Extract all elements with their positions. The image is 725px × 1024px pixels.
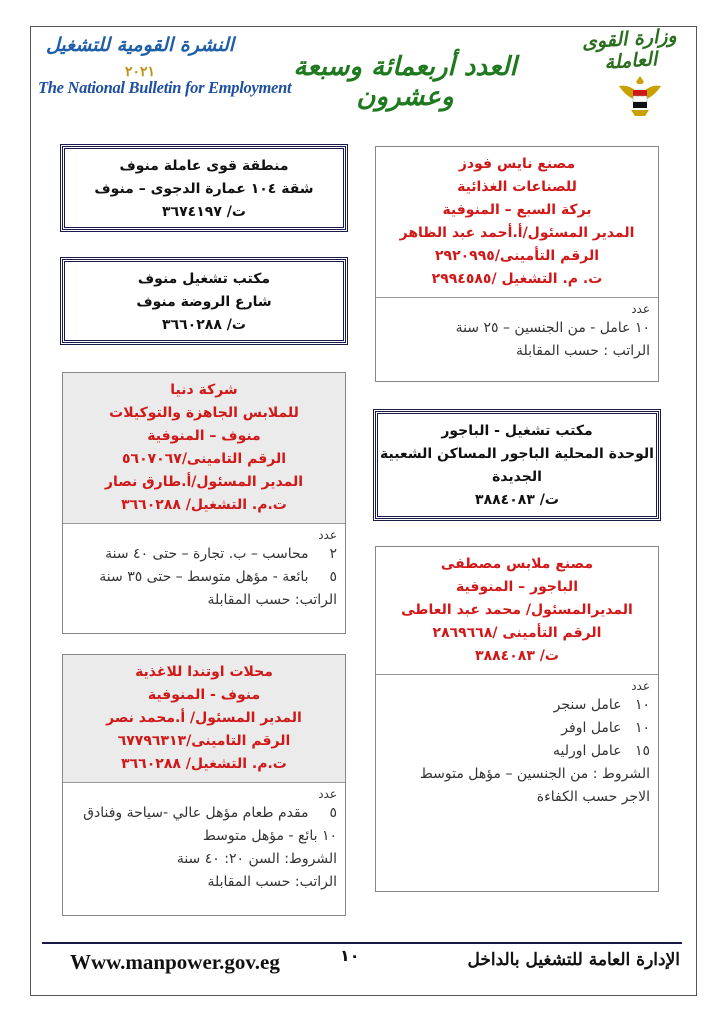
office-address: شقة ١٠٤ عمارة الدجوى – منوف bbox=[94, 181, 314, 197]
jobs-count-label: عدد bbox=[318, 787, 337, 801]
job-count: ١٥ bbox=[634, 743, 650, 759]
job-item bbox=[71, 802, 337, 825]
office-address-cont: الجديدة bbox=[492, 469, 542, 485]
company-box-donia bbox=[62, 372, 346, 634]
job-title: عامل اورليه bbox=[552, 743, 622, 759]
job-conditions: الشروط: السن ٢٠: ٤٠ سنة bbox=[176, 851, 337, 867]
company-manager: المدير المسئول/أ.أحمد عبد الظاهر bbox=[399, 225, 635, 241]
job-item: ١٠ عامل - من الجنسين – ٢٥ سنة bbox=[455, 320, 650, 336]
office-phone: ت/ ٣٦٦٠٢٨٨ bbox=[162, 317, 246, 333]
job-title: عامل سنجر bbox=[553, 697, 622, 713]
office-box-manouf-region bbox=[62, 146, 346, 230]
company-phone: ت/ ٣٨٨٤٠٨٣ bbox=[475, 648, 559, 664]
job-count: ١٠ bbox=[634, 720, 650, 736]
company-location: الباجور – المنوفية bbox=[455, 579, 578, 595]
company-box-nice-foods bbox=[375, 146, 659, 382]
company-insurance-number: الرقم التامينى/٥٦٠٧٠٦٧ bbox=[121, 451, 286, 467]
jobs-count-label: عدد bbox=[631, 302, 650, 316]
ministry-title: وزارة القوى العاملة bbox=[581, 24, 678, 74]
company-insurance-number: الرقم التأمينى /٢٨٦٩٦٦٨ bbox=[432, 625, 602, 641]
company-name: محلات اوتندا للاغذية bbox=[135, 664, 273, 680]
company-location: بركة السبع – المنوفية bbox=[442, 202, 592, 218]
bulletin-title-english: The National Bulletin for Employment bbox=[38, 78, 292, 97]
company-location: منوف - المنوفية bbox=[147, 687, 261, 703]
office-box-manouf-employment bbox=[62, 259, 346, 343]
company-name: مصنع نايس فودز bbox=[458, 156, 576, 172]
salary-note: الراتب: حسب المقابلة bbox=[207, 592, 337, 608]
office-box-bagour bbox=[375, 411, 659, 519]
salary-note: الاجر حسب الكفاءة bbox=[536, 789, 650, 805]
office-address: شارع الروضة منوف bbox=[136, 294, 272, 310]
jobs-count-label: عدد bbox=[318, 528, 337, 542]
job-item bbox=[384, 717, 650, 740]
company-phone: ت. م. التشغيل /٢٩٩٤٥٨٥ bbox=[431, 271, 603, 287]
jobs-count-label: عدد bbox=[631, 679, 650, 693]
company-name: مصنع ملابس مصطفى bbox=[440, 556, 594, 572]
company-box-mostafa bbox=[375, 546, 659, 892]
company-name: شركة دنيا bbox=[170, 382, 238, 398]
footer-divider bbox=[42, 942, 682, 944]
office-address: الوحدة المحلية الباجور المساكن الشعبية bbox=[380, 446, 654, 462]
salary-note: الراتب: حسب المقابلة bbox=[207, 874, 337, 890]
job-item bbox=[71, 566, 337, 589]
job-item bbox=[384, 740, 650, 763]
website-link[interactable]: Www.manpower.gov.eg bbox=[70, 950, 280, 974]
company-manager: المديرالمسئول/ محمد عبد العاطى bbox=[401, 602, 633, 618]
job-count: ٥ bbox=[329, 569, 337, 585]
job-item bbox=[71, 543, 337, 566]
company-insurance-number: الرقم التأمينى/٢٩٢٠٩٩٥ bbox=[434, 248, 599, 264]
issue-title: العدد أربعمائة وسبعة وعشرون bbox=[293, 52, 517, 112]
office-phone: ت/ ٣٨٨٤٠٨٣ bbox=[475, 492, 559, 508]
job-count: ٥ bbox=[329, 805, 337, 821]
job-count: ١٠ bbox=[634, 697, 650, 713]
job-item bbox=[384, 694, 650, 717]
page-number: ١٠ bbox=[340, 946, 360, 965]
company-manager: المدير المسئول/ أ.محمد نصر bbox=[106, 710, 302, 726]
job-conditions: الشروط : من الجنسين – مؤهل متوسط bbox=[419, 766, 650, 782]
eagle-emblem-icon bbox=[615, 72, 665, 120]
office-phone: ت/ ٣٦٧٤١٩٧ bbox=[162, 204, 246, 220]
job-count: ٢ bbox=[329, 546, 337, 562]
company-activity: للصناعات الغذائية bbox=[457, 179, 577, 195]
company-location: منوف – المنوفية bbox=[147, 428, 261, 444]
office-name: منطقة قوى عاملة منوف bbox=[119, 158, 289, 174]
job-item: ١٠ بائع - مؤهل متوسط bbox=[202, 828, 337, 844]
job-title: مقدم طعام مؤهل عالي -سياحة وفنادق bbox=[83, 805, 309, 821]
office-name: مكتب تشغيل منوف bbox=[137, 271, 271, 287]
bulletin-year: ٢٠٢١ bbox=[124, 64, 156, 80]
job-title: محاسب – ب. تجارة – حتى ٤٠ سنة bbox=[105, 546, 309, 562]
bulletin-title-arabic: النشرة القومية للتشغيل bbox=[45, 34, 235, 56]
office-name: مكتب تشغيل - الباجور bbox=[441, 423, 593, 439]
job-title: عامل اوفر bbox=[561, 720, 622, 736]
department-name: الإدارة العامة للتشغيل بالداخل bbox=[467, 950, 680, 970]
salary-note: الراتب : حسب المقابلة bbox=[515, 343, 650, 359]
company-phone: ت.م. التشغيل/ ٣٦٦٠٢٨٨ bbox=[121, 497, 287, 513]
company-insurance-number: الرقم التامينى/٦٧٧٩٦٣١٣ bbox=[117, 733, 291, 749]
company-box-oteena bbox=[62, 654, 346, 916]
company-manager: المدير المسئول/أ.طارق نصار bbox=[104, 474, 304, 490]
company-activity: للملابس الجاهزة والتوكيلات bbox=[109, 405, 299, 421]
job-title: بائعة - مؤهل متوسط – حتى ٣٥ سنة bbox=[99, 569, 309, 585]
company-phone: ت.م. التشغيل/ ٣٦٦٠٢٨٨ bbox=[121, 756, 287, 772]
